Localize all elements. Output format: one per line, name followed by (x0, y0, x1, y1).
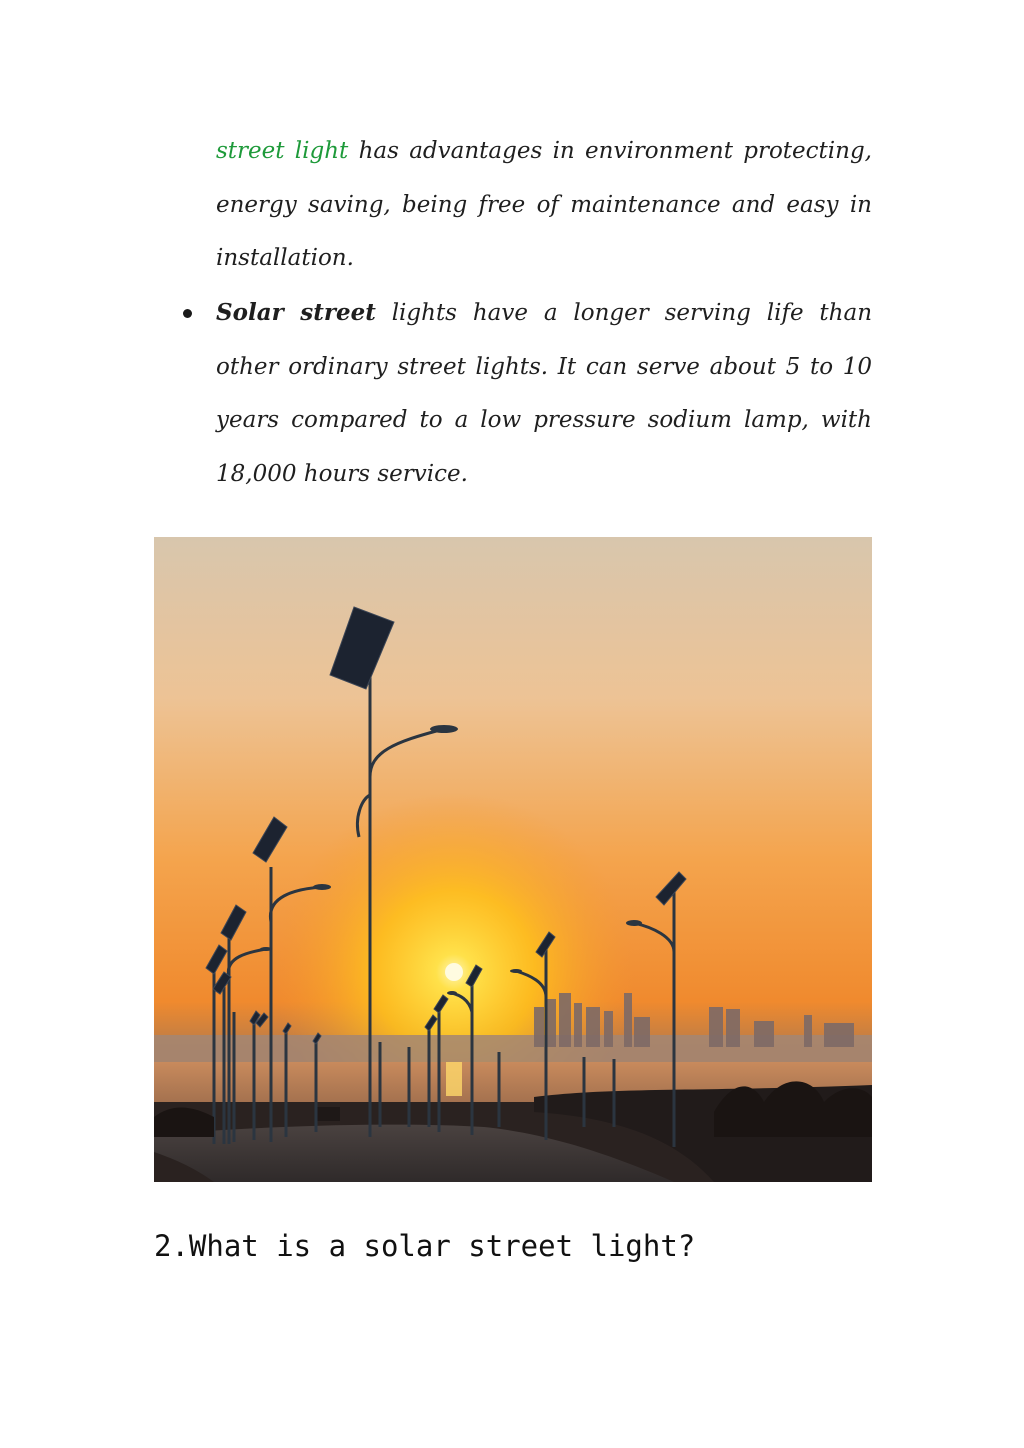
solar-street-term: Solar street (216, 299, 376, 326)
paragraph-environment-text: has advantages in environment protecting, energy saving, being free of maintenance and easy in installation. (216, 138, 872, 271)
paragraph-serving-life (216, 286, 872, 501)
street-light-link[interactable]: street light (216, 138, 349, 164)
section-heading: 2.What is a solar street light? (154, 1229, 696, 1263)
bullet-icon (183, 309, 192, 318)
solar-street-lights-photo (154, 537, 872, 1182)
paragraph-serving-life-text: lights have a longer serving life than other ordinary street lights. It can serve about 5 to 10 years compared to a low pressure sodium lamp, with 18,000 hours service. (216, 300, 873, 487)
paragraph-environment (216, 125, 872, 286)
